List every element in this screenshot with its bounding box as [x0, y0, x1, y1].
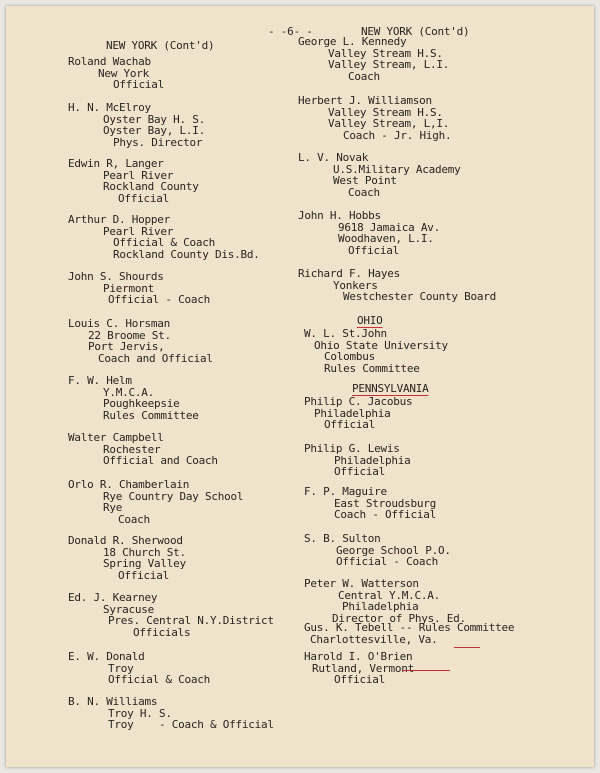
- entry-detail: Central Y.M.C.A.: [338, 588, 440, 602]
- entry-detail: Coach - Jr. High.: [343, 128, 452, 142]
- entry-detail: Rye: [103, 501, 123, 514]
- entry-detail: Official - Coach: [108, 293, 210, 306]
- entry-detail: Spring Valley: [103, 557, 186, 570]
- entry-name: W. L. St.John: [304, 327, 387, 340]
- entry-detail: East Stroudsburg: [334, 496, 436, 510]
- entry-detail: Officials: [133, 625, 191, 639]
- entry-detail: Oyster Bay H. S.: [103, 112, 205, 126]
- entry-detail: Official: [118, 191, 169, 205]
- entry-name: Edwin R, Langer: [68, 157, 164, 170]
- entry-detail: Phys. Director: [113, 135, 203, 149]
- entry-detail: Rye Country Day School: [103, 489, 244, 503]
- entry-detail: Official - Coach: [336, 555, 438, 568]
- entry-detail: Coach: [348, 185, 380, 199]
- state-heading-pennsylvania: PENNSYLVANIA: [352, 382, 429, 395]
- entry-name: Peter W. Watterson: [304, 577, 419, 590]
- entry-name: Ed. J. Kearney: [68, 591, 158, 604]
- underline-vermont: [402, 670, 450, 671]
- entry-name: Richard F. Hayes: [298, 267, 400, 280]
- entry-detail: Westchester County Board: [343, 290, 496, 303]
- entry-detail: Coach: [348, 69, 380, 83]
- entry-detail: Rutland, Vermont: [312, 661, 414, 675]
- entry-detail: West Point: [333, 174, 397, 187]
- entry-detail: Valley Stream, L.I.: [328, 58, 450, 71]
- entry-detail: Y.M.C.A.: [103, 385, 154, 399]
- entry-detail: Rockland County: [103, 180, 199, 193]
- entry-detail: Poughkeepsie: [103, 397, 180, 410]
- entry-name: Harold I. O'Brien: [304, 650, 413, 663]
- entry-detail: Pearl River: [103, 168, 174, 182]
- entry-detail: Valley Stream H.S.: [328, 46, 443, 60]
- page-number: - -6- -: [268, 25, 313, 38]
- entry-name: Walter Campbell: [68, 431, 164, 444]
- underline-virginia: [454, 647, 480, 648]
- entry-detail: Valley Stream, L,I.: [328, 117, 450, 130]
- state-heading-ohio: OHIO: [357, 314, 383, 327]
- left-column-header: NEW YORK (Cont'd): [106, 39, 215, 52]
- entry-detail: Troy: [108, 661, 134, 675]
- entry-detail: Pres. Central N.Y.District: [108, 614, 274, 627]
- entry-detail: Piermont: [103, 281, 154, 295]
- entry-detail: Director of Phys. Ed.: [332, 611, 466, 625]
- entry-name: Philip C. Jacobus: [304, 395, 413, 408]
- entry-detail: Official: [334, 673, 385, 686]
- entry-name: Gus. K. Tebell -- Rules Committee: [304, 621, 515, 634]
- entry-detail: Rules Committee: [103, 408, 199, 422]
- entry-detail: Official: [324, 418, 375, 431]
- entry-detail: Official: [334, 465, 385, 478]
- entry-detail: 22 Broome St.: [88, 328, 171, 342]
- entry-name: Philip G. Lewis: [304, 442, 400, 455]
- entry-name: Arthur D. Hopper: [68, 213, 170, 226]
- entry-detail: Official & Coach: [108, 673, 210, 686]
- entry-name: F. P. Maguire: [304, 485, 387, 498]
- entry-name: Donald R. Sherwood: [68, 534, 183, 547]
- entry-detail: Oyster Bay, L.I.: [103, 124, 205, 137]
- entry-detail: Rockland County Dis.Bd.: [113, 247, 260, 261]
- entry-detail: Syracuse: [103, 602, 154, 616]
- entry-name: Roland Wachab: [68, 55, 151, 68]
- entry-detail: Yonkers: [333, 278, 378, 292]
- document-page: [6, 6, 594, 767]
- entry-detail: Woodhaven, L.I.: [338, 232, 434, 245]
- entry-detail: Troy H. S.: [108, 706, 172, 720]
- entry-name: S. B. Sulton: [304, 532, 381, 545]
- entry-name: John H. Hobbs: [298, 209, 381, 222]
- entry-detail: Philadelphia: [334, 453, 411, 467]
- entry-detail: New York: [98, 66, 149, 80]
- entry-name: F. W. Helm: [68, 374, 132, 387]
- entry-detail: Coach and Official: [98, 351, 213, 365]
- entry-detail: Ohio State University: [314, 338, 448, 352]
- entry-detail: Pearl River: [103, 224, 174, 238]
- entry-name: John S. Shourds: [68, 270, 164, 283]
- entry-name: George L. Kennedy: [298, 35, 407, 48]
- entry-detail: Troy - Coach & Official: [108, 718, 274, 731]
- entry-name: Herbert J. Williamson: [298, 94, 432, 107]
- entry-detail: Official: [113, 78, 164, 91]
- entry-name: E. W. Donald: [68, 650, 145, 663]
- entry-detail: Charlottesville, Va.: [310, 632, 438, 646]
- entry-detail: Coach: [118, 512, 150, 526]
- entry-name: Louis C. Horsman: [68, 317, 170, 330]
- entry-detail: Official: [118, 568, 169, 582]
- entry-detail: U.S.Military Academy: [333, 162, 461, 176]
- entry-detail: George School P.O.: [336, 543, 451, 557]
- right-column-header: NEW YORK (Cont'd): [361, 25, 470, 38]
- entry-name: H. N. McElroy: [68, 101, 151, 114]
- entry-detail: Valley Stream H.S.: [328, 105, 443, 119]
- entry-detail: Official and Coach: [103, 454, 218, 467]
- entry-detail: 9618 Jamaica Av.: [338, 220, 440, 234]
- entry-detail: Rules Committee: [324, 361, 420, 375]
- entry-detail: Philadelphia: [342, 600, 419, 613]
- entry-name: Orlo R. Chamberlain: [68, 478, 190, 491]
- entry-name: L. V. Novak: [298, 151, 369, 164]
- entry-detail: 18 Church St.: [103, 545, 186, 559]
- entry-detail: Official & Coach: [113, 236, 215, 249]
- entry-detail: Coach - Official: [334, 508, 436, 521]
- entry-detail: Colombus: [324, 350, 375, 363]
- entry-name: B. N. Williams: [68, 695, 158, 708]
- entry-detail: Philadelphia: [314, 406, 391, 420]
- entry-detail: Rochester: [103, 442, 161, 456]
- entry-detail: Port Jervis,: [88, 340, 165, 353]
- entry-detail: Official: [348, 243, 399, 257]
